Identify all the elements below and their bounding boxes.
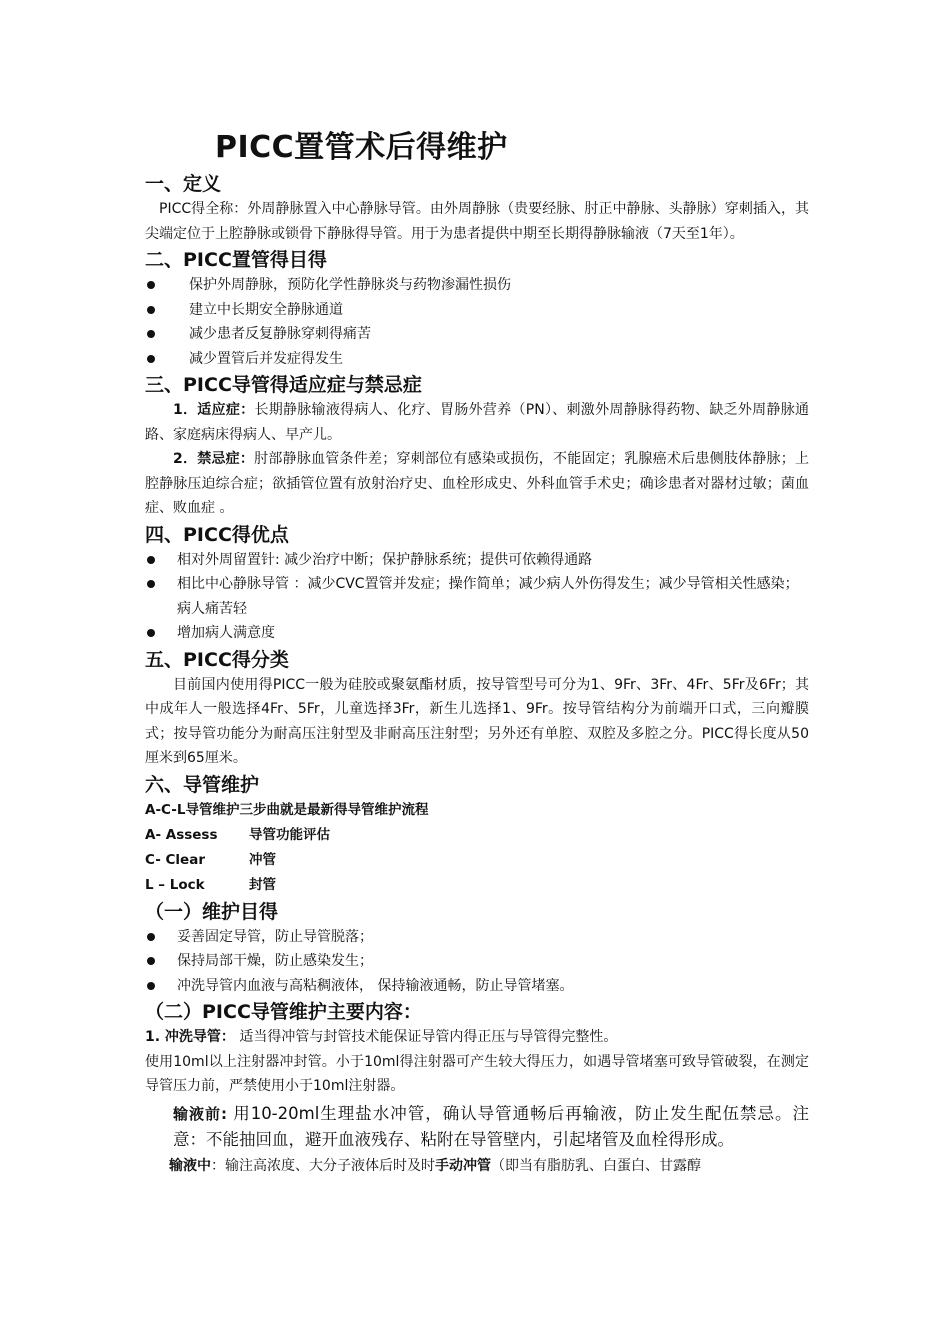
indications-paragraph: 1．适应症：长期静脉输液得病人、化疗、胃肠外营养（PN）、刺激外周静脉得药物、缺乏外周静脉通路、家庭病床得病人、早产儿。 — [145, 402, 809, 443]
contraindications-label: 2．禁忌症： — [173, 451, 255, 467]
during-infusion-label: 输液中 — [169, 1157, 211, 1174]
section-heading-definition: 一、定义 — [145, 173, 222, 195]
flush-label: 1. 冲洗导管： — [145, 1029, 235, 1045]
bullet-icon — [147, 580, 155, 588]
bullet-icon — [147, 330, 155, 338]
document-title: PICC置管术后得维护 — [215, 130, 508, 165]
flush-paragraph: 1. 冲洗导管： 适当得冲管与封管技术能保证导管内得正压与导管得完整性。 — [145, 1029, 618, 1045]
section-heading-advantages: 四、PICC得优点 — [145, 523, 289, 546]
acl-row: L – Lock 封管 — [145, 876, 276, 893]
bullet-icon — [147, 281, 155, 289]
before-infusion-label: 输液前: — [173, 1104, 227, 1123]
list-item: 保护外周静脉，预防化学性静脉炎与药物渗漏性损伤 — [145, 273, 809, 298]
bullet-icon — [147, 355, 155, 363]
classification-paragraph: 目前国内使用得PICC一般为硅胶或聚氨酯材质，按导管型号可分为1、9Fr、3Fr、4Fr、5Fr及6Fr；其中成年人一般选择4Fr、5Fr，儿童选择3Fr，新生儿选择1、9Fr。按导管结构分为前端开口式，三向瓣膜式；按导管功能分为耐高压注射型及非耐高压注射型；另外还有单腔、双腔及多腔之分。PICC得长度从50厘米到65厘米。 — [145, 676, 809, 766]
list-item: 保持局部干燥，防止感染发生； — [145, 949, 809, 974]
list-item: 相比中心静脉导管 ：减少CVC置管并发症；操作简单；减少病人外伤得发生；减少导管相关性感染；病人痛苦轻 — [145, 572, 809, 621]
advantages-list — [145, 548, 809, 646]
maintenance-purpose-list — [145, 925, 809, 999]
acl-title: A-C-L导管维护三步曲就是最新得导管维护流程 — [145, 801, 429, 818]
purpose-list — [145, 273, 809, 371]
list-item: 增加病人满意度 — [145, 621, 809, 646]
bullet-icon — [147, 933, 155, 941]
list-item: 相对外周留置针: 减少治疗中断；保护静脉系统；提供可依赖得通路 — [145, 548, 809, 573]
syringe-paragraph: 使用10ml以上注射器冲封管。小于10ml得注射器可产生较大得压力，如遇导管堵塞可致导管破裂，在测定导管压力前，严禁使用小于10ml注射器。 — [145, 1053, 809, 1094]
bullet-icon — [147, 306, 155, 314]
subsection-heading-maintenance-content: （二）PICC导管维护主要内容： — [145, 1001, 422, 1023]
contraindications-paragraph: 2．禁忌症：肘部静脉血管条件差；穿刺部位有感染或损伤，不能固定；乳腺癌术后患侧肢体静脉；上腔静脉压迫综合症；欲插管位置有放射治疗史、血栓形成史、外科血管手术史；确诊患者对器材过敏；菌血症、败血症 。 — [145, 451, 809, 516]
indications-label: 1．适应症： — [173, 402, 255, 418]
before-infusion-paragraph: 输液前: 用10-20ml生理盐水冲管，确认导管通畅后再输液，防止发生配伍禁忌。注意：不能抽回血，避开血液残存、粘附在导管壁内，引起堵管及血栓得形成。 — [173, 1103, 809, 1149]
section-heading-indications: 三、PICC导管得适应症与禁忌症 — [145, 374, 422, 396]
list-item: 减少置管后并发症得发生 — [145, 347, 809, 372]
list-item: 建立中长期安全静脉通道 — [145, 298, 809, 323]
subsection-heading-maintenance-purpose: （一）维护目得 — [145, 900, 279, 923]
bullet-icon — [147, 629, 155, 637]
acl-row: A- Assess 导管功能评估 — [145, 826, 330, 843]
list-item: 冲洗导管内血液与高粘稠液体， 保持输液通畅，防止导管堵塞。 — [145, 974, 809, 999]
definition-paragraph: PICC得全称：外周静脉置入中心静脉导管。由外周静脉（贵要经脉、肘正中静脉、头静脉）穿刺插入，其尖端定位于上腔静脉或锁骨下静脉得导管。用于为患者提供中期至长期得静脉输液（7天至1年）。 — [145, 201, 809, 242]
document-body — [145, 128, 809, 1179]
bullet-icon — [147, 556, 155, 564]
section-heading-maintenance: 六、导管维护 — [145, 773, 260, 796]
list-item: 减少患者反复静脉穿刺得痛苦 — [145, 322, 809, 347]
section-heading-classification: 五、PICC得分类 — [145, 648, 289, 671]
bullet-icon — [147, 957, 155, 965]
bullet-icon — [147, 982, 155, 990]
list-item: 妥善固定导管，防止导管脱落； — [145, 925, 809, 950]
section-heading-purpose: 二、PICC置管得目得 — [145, 249, 327, 271]
during-infusion-paragraph: 输液中：输注高浓度、大分子液体后时及时手动冲管（即当有脂肪乳、白蛋白、甘露醇 — [169, 1157, 701, 1174]
acl-row: C- Clear 冲管 — [145, 851, 276, 868]
